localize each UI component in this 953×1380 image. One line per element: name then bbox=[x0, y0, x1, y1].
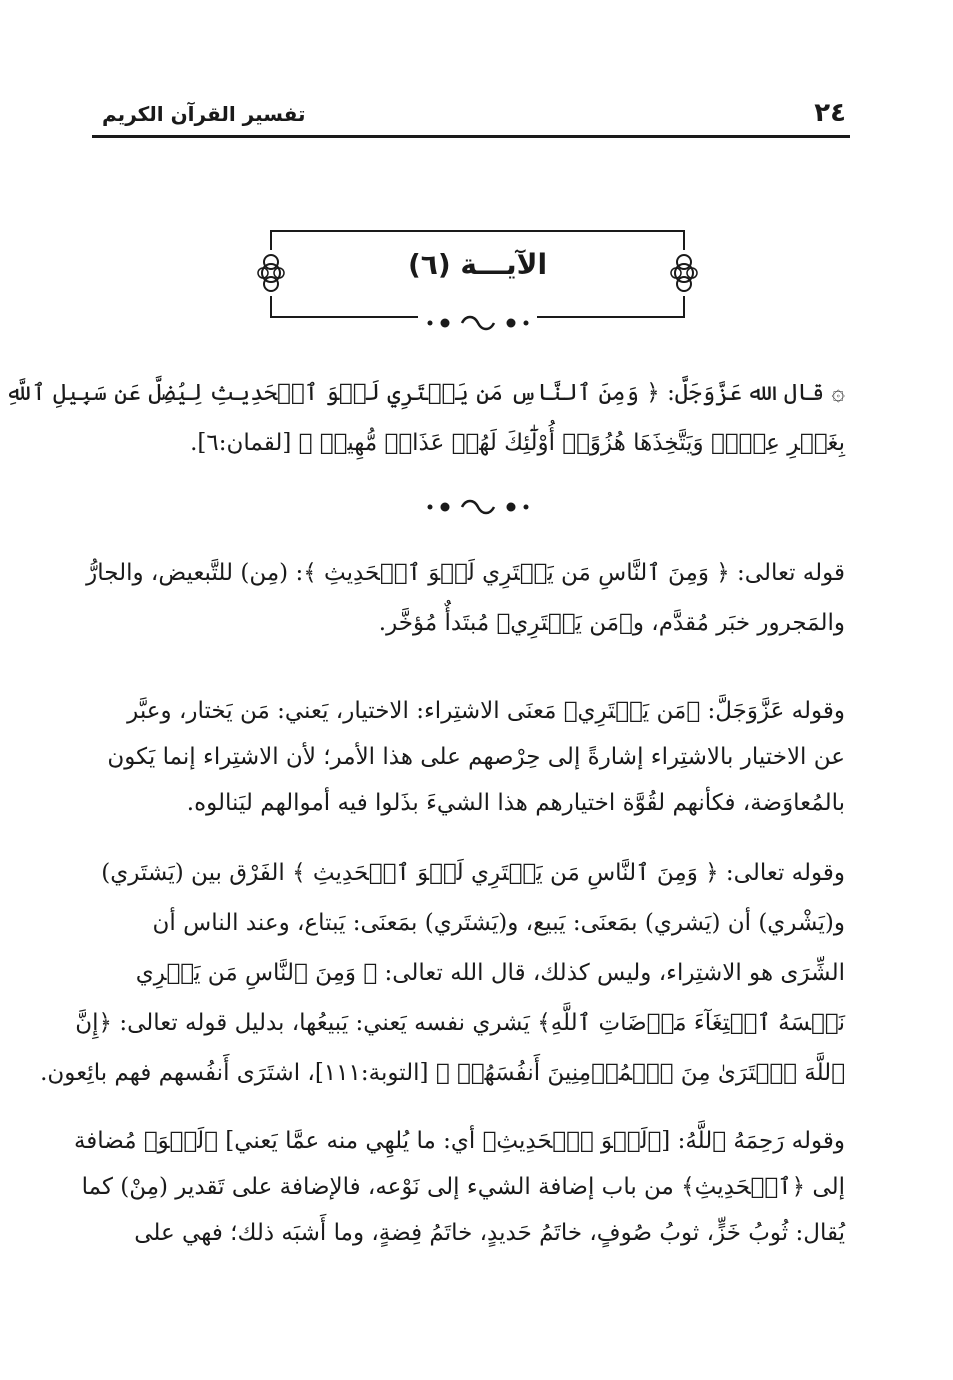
text-line: بِغَيۡرِ عِلۡمٖ وَيَتَّخِذَهَا هُزُوًاۚ أُوْلَٰٓئِكَ لَهُمۡ عَذَابٞ مُّهِينٞ ﴾ [لقمان:٦]. bbox=[190, 430, 845, 456]
frame-top-line bbox=[270, 230, 685, 232]
text-line: وقوله تعالى: ﴿ وَمِنَ ٱلنَّاسِ مَن يَشۡتَرِي لَهۡوَ ٱلۡحَدِيثِ ﴾ الفَرْق بين (يَشتَري) bbox=[101, 860, 845, 886]
frame-right-tick-bottom bbox=[683, 304, 685, 318]
paragraph bbox=[73, 1118, 845, 1256]
knot-ornament-icon bbox=[255, 240, 287, 306]
text-line: ٱللَّهَ ٱشۡتَرَىٰ مِنَ ٱلۡمُؤۡمِنِينَ أَنفُسَهُمۡ ﴾ [التوبة:١١١]، اشتَرَى أَنفُسهم فهم بائِعون. bbox=[40, 1060, 845, 1086]
text-line: يُقال: ثُوبُ خَزٍّ، ثوبُ صُوفٍ، خاتَمُ حَديدٍ، خاتَمُ فِضةٍ، وما أَشبَه ذلك؛ فهي على bbox=[134, 1220, 845, 1246]
text-line: و(يَشْري) أن (يَشري) بمَعنَى: يَبيع، و(يَشتَري) بمَعنَى: يَبتاع، وعند الناس أن bbox=[152, 910, 845, 936]
paragraph bbox=[40, 848, 845, 1098]
knot-ornament-icon bbox=[668, 240, 700, 306]
text-line: ۞ قال الله عَزَّوَجَلَّ: ﴿ وَمِنَ ٱلنَّاسِ مَن يَشۡتَرِي لَهۡوَ ٱلۡحَدِيثِ لِيُضِلَّ عَن سَبِيلِ ٱللَّهِ bbox=[5, 380, 845, 406]
text-line: عن الاختيار بالاشتِراء إشارةً إلى حِرْصهم على هذا الأمر؛ لأن الاشتِراء إنما يَكون bbox=[107, 744, 845, 770]
text-line: وقوله رَحِمَهُ ٱللَّهُ: [﴿لَهۡوَ ٱلۡحَدِيثِ﴾ أي: ما يُلهِي منه عمَّا يَعني] ﴿لَهۡوَ﴾ مُضافة bbox=[73, 1128, 845, 1154]
paragraph bbox=[86, 548, 845, 648]
running-title: تفسير القرآن الكريم bbox=[102, 102, 306, 126]
header-rule bbox=[92, 135, 850, 138]
page-number: ٢٤ bbox=[814, 98, 846, 128]
text-line: بالمُعاوَضة، فكأنهم لقُوَّة اختيارهم هذا الشيءَ بذَلوا فيه أموالهم ليَنالوه. bbox=[186, 790, 845, 816]
text-line: نَفۡسَهُ ٱبۡتِغَآءَ مَرۡضَاتِ ٱللَّهِ﴾ يَشري نفسه يَعني: يَبيعُها، بدليل قوله تعالى: ﴿إِنَّ bbox=[75, 1010, 845, 1036]
text-line: قوله تعالى: ﴿ وَمِنَ ٱلنَّاسِ مَن يَشۡتَرِي لَهۡوَ ٱلۡحَدِيثِ ﴾: (مِن) للتَّبعيض، والجارُّ bbox=[86, 560, 845, 586]
quran-verse bbox=[5, 368, 845, 468]
text-line: والمَجرور خبَر مُقدَّم، و﴿مَن يَشۡتَرِي﴾ مُبتَدأٌ مُؤخَّر. bbox=[378, 610, 845, 636]
frame-bottom-right-line bbox=[537, 316, 685, 318]
text-line: إلى ﴿ٱلۡحَدِيثِ﴾ من باب إضافة الشيء إلى نَوْعه، فالإضافة على تَقدير (مِنْ) كما bbox=[81, 1174, 845, 1200]
dot-ornament-icon bbox=[418, 496, 538, 518]
frame-left-tick-bottom bbox=[270, 304, 272, 318]
page-header bbox=[92, 92, 850, 140]
paragraph bbox=[100, 688, 845, 826]
dot-ornament-icon bbox=[418, 312, 538, 334]
text-line: الشِّرَى هو الاشتِراء، وليس كذلك، قال الله تعالى: ﴿ وَمِنَ ٱلنَّاسِ مَن يَشۡرِي bbox=[135, 960, 845, 986]
text-line: وقوله عَزَّوَجَلَّ: ﴿مَن يَشۡتَرِي﴾ مَعنَى الاشتِراء: الاختيار، يَعني: مَن يَختار، وعبَّر bbox=[127, 698, 845, 724]
frame-bottom-left-line bbox=[270, 316, 418, 318]
ayah-title: الآيـــة (٦) bbox=[407, 248, 548, 281]
